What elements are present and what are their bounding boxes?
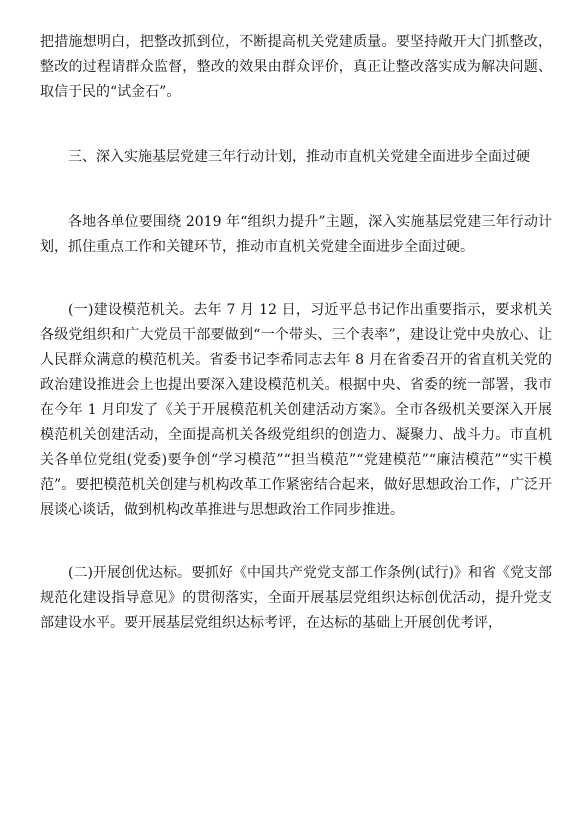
section-heading: 三、深入实施基层党建三年行动计划，推动市直机关党建全面进步全面过硬 <box>68 149 530 165</box>
paragraph-intro: 各地各单位要围绕 2019 年“组织力提升”主题，深入实施基层党建三年行动计划，抓住重点工作和关键环节，推动市直机关党建全面进步全面过硬。 <box>40 214 552 255</box>
paragraph-excellence-standards: (二)开展创优达标。要抓好《中国共产党党支部工作条例(试行)》和省《党支部规范化建设指导意见》的贯彻落实，全面开展基层党组织达标创优活动，提升党支部建设水平。要开展基层党组织达标考评，在达标的基础上开展创优考评， <box>40 565 552 631</box>
paragraph-model-agencies: (一)建设模范机关。去年 7 月 12 日，习近平总书记作出重要指示，要求机关各级党组织和广大党员干部要做到“一个带头、三个表率”，建设让党中央放心、让人民群众满意的模范机关。省委书记李希同志去年 8 月在省委召开的省直机关党的政治建设推进会上也提出要深入建设模范机关。根据中央、省委的统一部署，我市在今年 1 月印发了《关于开展模范机关创建活动方案》。全市各级机关要深入开展模范机关创建活动，全面提高机关各级党组织的创造力、凝聚力、战斗力。市直机关各单位党组(党委)要争创“学习模范”“担当模范”“党建模范”“廉洁模范”“实干模范”。要把模范机关创建与机构改革工作紧密结合起来，做好思想政治工作，广泛开展谈心谈话，做到机构改革推进与思想政治工作同步推进。 <box>40 302 552 518</box>
paragraph-continuation: 把措施想明白，把整改抓到位，不断提高机关党建质量。要坚持敞开大门抓整改，整改的过程请群众监督，整改的效果由群众评价，真正让整改落实成为解决问题、取信于民的“试金石”。 <box>40 34 552 100</box>
